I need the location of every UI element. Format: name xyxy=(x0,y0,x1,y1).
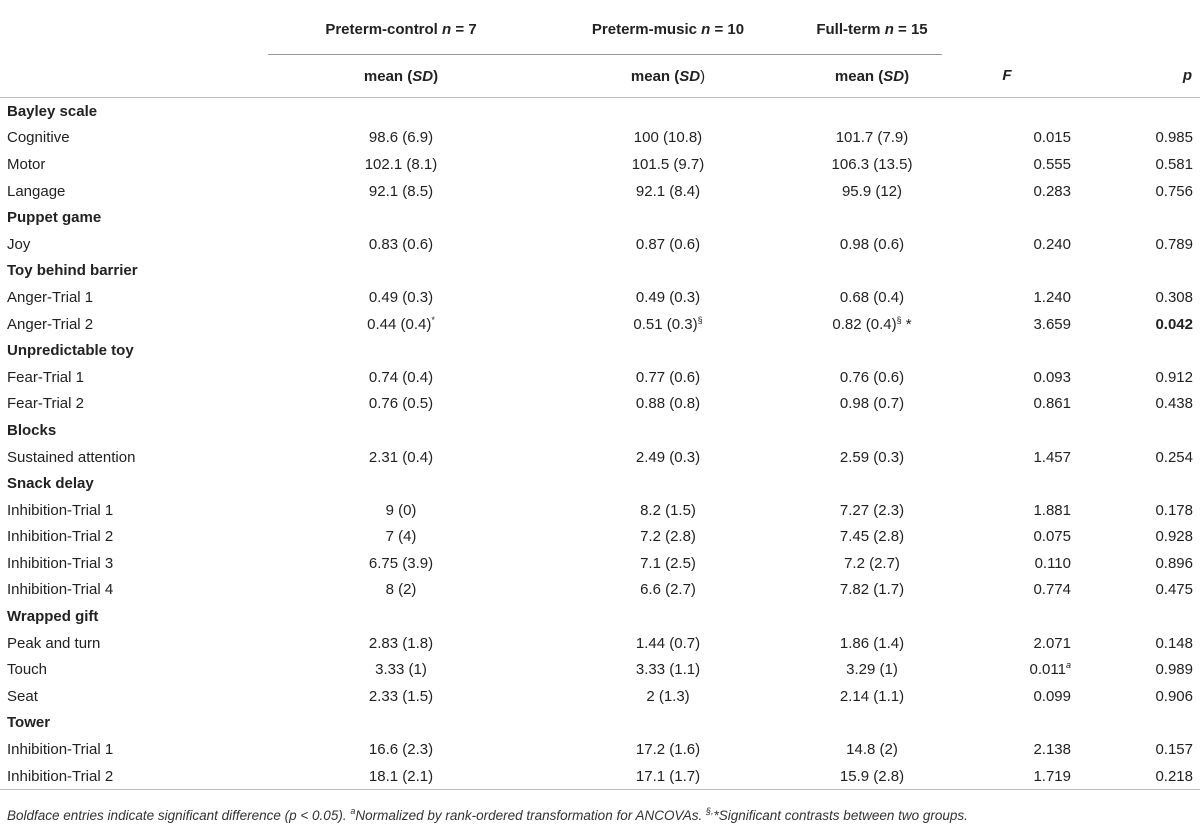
cell-preterm-control xyxy=(268,683,534,710)
row-label-text: Seat xyxy=(7,687,38,705)
cell-preterm-control-text: 9 (0) xyxy=(385,501,417,519)
superscript-mark: § xyxy=(896,314,902,325)
cell-f-value xyxy=(942,497,1072,524)
row-label xyxy=(0,683,268,710)
stat-header-row xyxy=(0,55,1200,98)
cell-f-value xyxy=(942,311,1072,338)
cell-f-value xyxy=(942,444,1072,471)
row-label xyxy=(0,550,268,577)
table-row xyxy=(0,630,1200,657)
table-body xyxy=(0,98,1200,790)
row-label-text: Sustained attention xyxy=(7,448,136,466)
section-title: Snack delay xyxy=(7,475,94,493)
cell-f-value xyxy=(942,524,1072,551)
cell-preterm-music-text: 2 (1.3) xyxy=(646,687,690,705)
cell-p-value-text: 0.756 xyxy=(1155,182,1193,200)
cell-preterm-music-text: 1.44 (0.7) xyxy=(635,634,701,652)
table-row xyxy=(0,550,1200,577)
cell-full-term xyxy=(802,550,942,577)
row-label-text: Inhibition-Trial 1 xyxy=(7,501,114,519)
section-title: Puppet game xyxy=(7,209,102,227)
row-label xyxy=(0,736,268,763)
cell-preterm-music-text: 17.2 (1.6) xyxy=(635,741,701,759)
cell-preterm-control xyxy=(268,524,534,551)
row-label-text: Peak and turn xyxy=(7,634,101,652)
cell-f-value-text: 0.093 xyxy=(1033,368,1071,386)
cell-p-value-text: 0.254 xyxy=(1155,448,1193,466)
cell-preterm-control xyxy=(268,497,534,524)
cell-full-term xyxy=(802,683,942,710)
cell-p-value xyxy=(1072,231,1200,258)
cell-full-term xyxy=(802,656,942,683)
group-header-row xyxy=(0,0,1200,55)
cell-p-value xyxy=(1072,284,1200,311)
cell-preterm-control xyxy=(268,577,534,604)
row-label-text: Anger-Trial 2 xyxy=(7,315,94,333)
cell-p-value-text: 0.581 xyxy=(1155,155,1193,173)
row-label-text: Joy xyxy=(7,235,31,253)
cell-full-term-text: 0.98 (0.6) xyxy=(839,235,905,253)
cell-p-value xyxy=(1072,763,1200,790)
cell-f-value-text: 0.011 xyxy=(1029,661,1066,679)
table-row xyxy=(0,284,1200,311)
row-label xyxy=(0,656,268,683)
table-row xyxy=(0,683,1200,710)
cell-p-value-text: 0.438 xyxy=(1155,395,1193,413)
section-header-row xyxy=(0,204,1200,231)
cell-full-term-text: 106.3 (13.5) xyxy=(831,155,913,173)
cell-full-term xyxy=(802,497,942,524)
cell-full-term-text: 7.27 (2.3) xyxy=(839,501,905,519)
cell-f-value xyxy=(942,550,1072,577)
cell-preterm-music xyxy=(534,656,802,683)
row-label-text: Inhibition-Trial 4 xyxy=(7,581,114,599)
cell-full-term xyxy=(802,736,942,763)
group-header-full-term: Full-term n = 15 xyxy=(802,0,942,55)
cell-full-term xyxy=(802,630,942,657)
cell-preterm-control xyxy=(268,284,534,311)
cell-preterm-music xyxy=(534,231,802,258)
section-title: Unpredictable toy xyxy=(7,342,134,360)
table-row xyxy=(0,656,1200,683)
cell-f-value-text: 0.099 xyxy=(1033,687,1071,705)
cell-preterm-music-text: 7.2 (2.8) xyxy=(640,528,696,546)
cell-f-value xyxy=(942,736,1072,763)
cell-p-value xyxy=(1072,550,1200,577)
cell-preterm-control-text: 0.44 (0.4) xyxy=(367,315,432,333)
row-label xyxy=(0,284,268,311)
cell-full-term xyxy=(802,231,942,258)
stat-header-mean-sd: mean (SD) xyxy=(802,55,942,98)
cell-preterm-music xyxy=(534,125,802,152)
cell-p-value xyxy=(1072,577,1200,604)
table-row xyxy=(0,444,1200,471)
cell-preterm-control xyxy=(268,630,534,657)
cell-p-value xyxy=(1072,178,1200,205)
cell-f-value-text: 3.659 xyxy=(1033,315,1071,333)
section-header-row xyxy=(0,603,1200,630)
cell-p-value-text: 0.218 xyxy=(1155,767,1193,785)
row-label xyxy=(0,524,268,551)
contrast-mark: * xyxy=(901,315,912,333)
cell-f-value xyxy=(942,577,1072,604)
cell-full-term xyxy=(802,524,942,551)
superscript-mark: § xyxy=(697,314,703,325)
cell-full-term-text: 7.82 (1.7) xyxy=(839,581,905,599)
stat-header-mean-sd: mean (SD) xyxy=(534,55,802,98)
cell-preterm-control xyxy=(268,231,534,258)
row-label xyxy=(0,630,268,657)
cell-f-value-text: 2.138 xyxy=(1033,741,1071,759)
cell-f-value-text: 2.071 xyxy=(1033,634,1071,652)
cell-p-value xyxy=(1072,497,1200,524)
cell-preterm-music xyxy=(534,151,802,178)
section-title: Bayley scale xyxy=(7,102,98,120)
cell-preterm-control-text: 0.76 (0.5) xyxy=(368,395,434,413)
cell-f-value-text: 1.719 xyxy=(1033,767,1071,785)
cell-preterm-music xyxy=(534,763,802,790)
cell-f-value xyxy=(942,231,1072,258)
cell-p-value-text: 0.906 xyxy=(1155,687,1193,705)
cell-preterm-control-text: 8 (2) xyxy=(385,581,417,599)
group-header-preterm-music: Preterm-music n = 10 xyxy=(534,0,802,55)
row-label xyxy=(0,178,268,205)
row-label-text: Cognitive xyxy=(7,129,70,147)
section-header-row xyxy=(0,417,1200,444)
cell-full-term-text: 2.14 (1.1) xyxy=(839,687,905,705)
cell-preterm-music-text: 2.49 (0.3) xyxy=(635,448,701,466)
table-footnote: Boldface entries indicate significant difference (p < 0.05). $^a$Normalized by rank-ordered transformation for ANCOVAs. §,*Significant contrasts between two groups. xyxy=(7,806,968,823)
cell-f-value-text: 0.015 xyxy=(1033,129,1071,147)
cell-preterm-music-text: 0.87 (0.6) xyxy=(635,235,701,253)
cell-preterm-control-text: 18.1 (2.1) xyxy=(368,767,434,785)
cell-preterm-music-text: 3.33 (1.1) xyxy=(635,661,701,679)
cell-p-value-text: 0.985 xyxy=(1155,129,1193,147)
cell-preterm-music xyxy=(534,550,802,577)
cell-full-term-text: 2.59 (0.3) xyxy=(839,448,905,466)
cell-preterm-control xyxy=(268,151,534,178)
section-header-row xyxy=(0,258,1200,285)
row-label xyxy=(0,125,268,152)
cell-f-value xyxy=(942,125,1072,152)
cell-full-term-text: 0.68 (0.4) xyxy=(839,288,905,306)
row-label xyxy=(0,151,268,178)
table-row xyxy=(0,497,1200,524)
cell-preterm-music xyxy=(534,630,802,657)
superscript-mark: a xyxy=(1065,660,1071,671)
cell-full-term-text: 0.76 (0.6) xyxy=(839,368,905,386)
cell-f-value xyxy=(942,178,1072,205)
cell-preterm-music-text: 0.77 (0.6) xyxy=(635,368,701,386)
cell-full-term-text: 3.29 (1) xyxy=(846,661,898,679)
cell-full-term-text: 101.7 (7.9) xyxy=(835,129,909,147)
row-label-text: Touch xyxy=(7,661,48,679)
cell-preterm-music xyxy=(534,391,802,418)
cell-f-value-text: 0.110 xyxy=(1034,554,1071,572)
cell-preterm-control-text: 3.33 (1) xyxy=(375,661,427,679)
cell-preterm-control xyxy=(268,763,534,790)
cell-preterm-music-text: 0.49 (0.3) xyxy=(635,288,701,306)
cell-f-value-text: 0.075 xyxy=(1033,528,1071,546)
cell-p-value xyxy=(1072,391,1200,418)
cell-preterm-control xyxy=(268,550,534,577)
row-label-text: Inhibition-Trial 1 xyxy=(7,741,114,759)
cell-preterm-control xyxy=(268,178,534,205)
cell-f-value-text: 1.881 xyxy=(1033,501,1071,519)
cell-preterm-music-text: 8.2 (1.5) xyxy=(640,501,696,519)
cell-preterm-music-text: 92.1 (8.4) xyxy=(635,182,701,200)
row-label xyxy=(0,311,268,338)
cell-f-value xyxy=(942,683,1072,710)
table-row xyxy=(0,364,1200,391)
cell-p-value-text: 0.475 xyxy=(1155,581,1193,599)
row-label xyxy=(0,497,268,524)
cell-p-value-text: 0.912 xyxy=(1155,368,1193,386)
cell-f-value-text: 0.861 xyxy=(1033,395,1071,413)
cell-p-value xyxy=(1072,125,1200,152)
cell-preterm-control-text: 92.1 (8.5) xyxy=(368,182,434,200)
cell-f-value xyxy=(942,284,1072,311)
row-label xyxy=(0,391,268,418)
row-label-text: Motor xyxy=(7,155,46,173)
cell-preterm-control xyxy=(268,391,534,418)
table-row xyxy=(0,151,1200,178)
cell-preterm-control-text: 16.6 (2.3) xyxy=(368,741,434,759)
cell-preterm-music-text: 0.88 (0.8) xyxy=(635,395,701,413)
row-label xyxy=(0,577,268,604)
table-row xyxy=(0,524,1200,551)
cell-full-term xyxy=(802,125,942,152)
table-row xyxy=(0,391,1200,418)
section-header-row xyxy=(0,337,1200,364)
cell-preterm-music xyxy=(534,311,802,338)
cell-preterm-music xyxy=(534,524,802,551)
cell-p-value-text: 0.178 xyxy=(1155,501,1193,519)
table-row xyxy=(0,577,1200,604)
cell-f-value-text: 1.457 xyxy=(1033,448,1071,466)
cell-p-value-text: 0.789 xyxy=(1155,235,1193,253)
cell-f-value-text: 0.283 xyxy=(1033,182,1071,200)
row-label-text: Langage xyxy=(7,182,66,200)
table-row xyxy=(0,125,1200,152)
cell-full-term xyxy=(802,364,942,391)
row-label xyxy=(0,763,268,790)
row-label-text: Inhibition-Trial 3 xyxy=(7,554,114,572)
cell-p-value-text: 0.148 xyxy=(1155,634,1193,652)
cell-p-value xyxy=(1072,630,1200,657)
cell-preterm-music xyxy=(534,444,802,471)
cell-full-term-text: 7.45 (2.8) xyxy=(839,528,905,546)
cell-p-value-text: 0.928 xyxy=(1155,528,1193,546)
cell-preterm-control xyxy=(268,736,534,763)
superscript-mark: * xyxy=(431,314,435,325)
cell-full-term-text: 0.98 (0.7) xyxy=(839,395,905,413)
cell-full-term xyxy=(802,444,942,471)
row-label-text: Anger-Trial 1 xyxy=(7,288,94,306)
table-row xyxy=(0,763,1200,790)
cell-f-value-text: 0.240 xyxy=(1033,235,1071,253)
cell-full-term-text: 0.82 (0.4) xyxy=(832,315,897,333)
cell-preterm-control-text: 98.6 (6.9) xyxy=(368,129,434,147)
cell-preterm-control xyxy=(268,444,534,471)
row-label-text: Fear-Trial 2 xyxy=(7,395,84,413)
section-title: Wrapped gift xyxy=(7,608,99,626)
cell-preterm-control-text: 102.1 (8.1) xyxy=(364,155,438,173)
row-label-text: Fear-Trial 1 xyxy=(7,368,84,386)
section-title: Toy behind barrier xyxy=(7,262,138,280)
cell-preterm-music-text: 7.1 (2.5) xyxy=(640,554,696,572)
cell-preterm-music-text: 6.6 (2.7) xyxy=(640,581,696,599)
cell-f-value-text: 0.774 xyxy=(1033,581,1071,599)
table-row xyxy=(0,311,1200,338)
cell-p-value-text: 0.896 xyxy=(1155,554,1193,572)
cell-preterm-music xyxy=(534,497,802,524)
cell-f-value-text: 0.555 xyxy=(1033,155,1071,173)
row-label xyxy=(0,231,268,258)
cell-preterm-music-text: 0.51 (0.3) xyxy=(633,315,698,333)
section-title: Blocks xyxy=(7,421,57,439)
cell-preterm-music-text: 100 (10.8) xyxy=(633,129,703,147)
table-row xyxy=(0,736,1200,763)
cell-preterm-control xyxy=(268,311,534,338)
cell-f-value xyxy=(942,656,1072,683)
cell-p-value xyxy=(1072,736,1200,763)
section-header-row xyxy=(0,98,1200,125)
cell-p-value-text: 0.989 xyxy=(1155,661,1193,679)
cell-f-value-text: 1.240 xyxy=(1033,288,1071,306)
row-label xyxy=(0,364,268,391)
cell-preterm-music xyxy=(534,178,802,205)
cell-p-value-text: 0.157 xyxy=(1155,741,1193,759)
stat-header-p: p xyxy=(1072,55,1200,98)
cell-p-value xyxy=(1072,524,1200,551)
cell-preterm-control-text: 0.49 (0.3) xyxy=(368,288,434,306)
cell-full-term-text: 14.8 (2) xyxy=(846,741,898,759)
cell-preterm-control-text: 2.83 (1.8) xyxy=(368,634,434,652)
section-header-row xyxy=(0,710,1200,737)
cell-f-value xyxy=(942,630,1072,657)
cell-full-term xyxy=(802,763,942,790)
cell-full-term-text: 1.86 (1.4) xyxy=(839,634,905,652)
cell-p-value xyxy=(1072,683,1200,710)
row-label xyxy=(0,444,268,471)
cell-f-value xyxy=(942,391,1072,418)
table-row xyxy=(0,178,1200,205)
cell-p-value xyxy=(1072,656,1200,683)
group-header-preterm-control: Preterm-control n = 7 xyxy=(268,0,534,55)
stat-header-mean-sd: mean (SD) xyxy=(268,55,534,98)
cell-preterm-music xyxy=(534,364,802,391)
stat-header-f: F xyxy=(942,55,1072,98)
cell-preterm-music xyxy=(534,683,802,710)
cell-preterm-control-text: 0.74 (0.4) xyxy=(368,368,434,386)
cell-full-term xyxy=(802,391,942,418)
cell-full-term xyxy=(802,577,942,604)
cell-f-value xyxy=(942,364,1072,391)
cell-full-term xyxy=(802,311,942,338)
cell-p-value xyxy=(1072,151,1200,178)
cell-f-value xyxy=(942,151,1072,178)
row-label-text: Inhibition-Trial 2 xyxy=(7,528,114,546)
cell-p-value-text: 0.042 xyxy=(1155,315,1193,333)
cell-preterm-control-text: 0.83 (0.6) xyxy=(368,235,434,253)
cell-p-value xyxy=(1072,311,1200,338)
cell-preterm-control-text: 7 (4) xyxy=(385,528,417,546)
cell-preterm-music-text: 101.5 (9.7) xyxy=(631,155,705,173)
cell-p-value xyxy=(1072,444,1200,471)
cell-preterm-music xyxy=(534,577,802,604)
row-label-text: Inhibition-Trial 2 xyxy=(7,767,114,785)
cell-full-term-text: 7.2 (2.7) xyxy=(844,554,900,572)
cell-p-value-text: 0.308 xyxy=(1155,288,1193,306)
cell-full-term xyxy=(802,178,942,205)
cell-preterm-music xyxy=(534,736,802,763)
cell-full-term-text: 15.9 (2.8) xyxy=(839,767,905,785)
cell-preterm-control xyxy=(268,125,534,152)
cell-preterm-music xyxy=(534,284,802,311)
table-row xyxy=(0,231,1200,258)
cell-full-term xyxy=(802,151,942,178)
cell-preterm-music-text: 17.1 (1.7) xyxy=(635,767,701,785)
cell-preterm-control-text: 2.33 (1.5) xyxy=(368,687,434,705)
cell-preterm-control xyxy=(268,364,534,391)
cell-full-term xyxy=(802,284,942,311)
section-title: Tower xyxy=(7,714,51,732)
section-header-row xyxy=(0,470,1200,497)
cell-preterm-control xyxy=(268,656,534,683)
cell-preterm-control-text: 6.75 (3.9) xyxy=(368,554,434,572)
cell-p-value xyxy=(1072,364,1200,391)
cell-f-value xyxy=(942,763,1072,790)
cell-preterm-control-text: 2.31 (0.4) xyxy=(368,448,434,466)
cell-full-term-text: 95.9 (12) xyxy=(841,182,903,200)
